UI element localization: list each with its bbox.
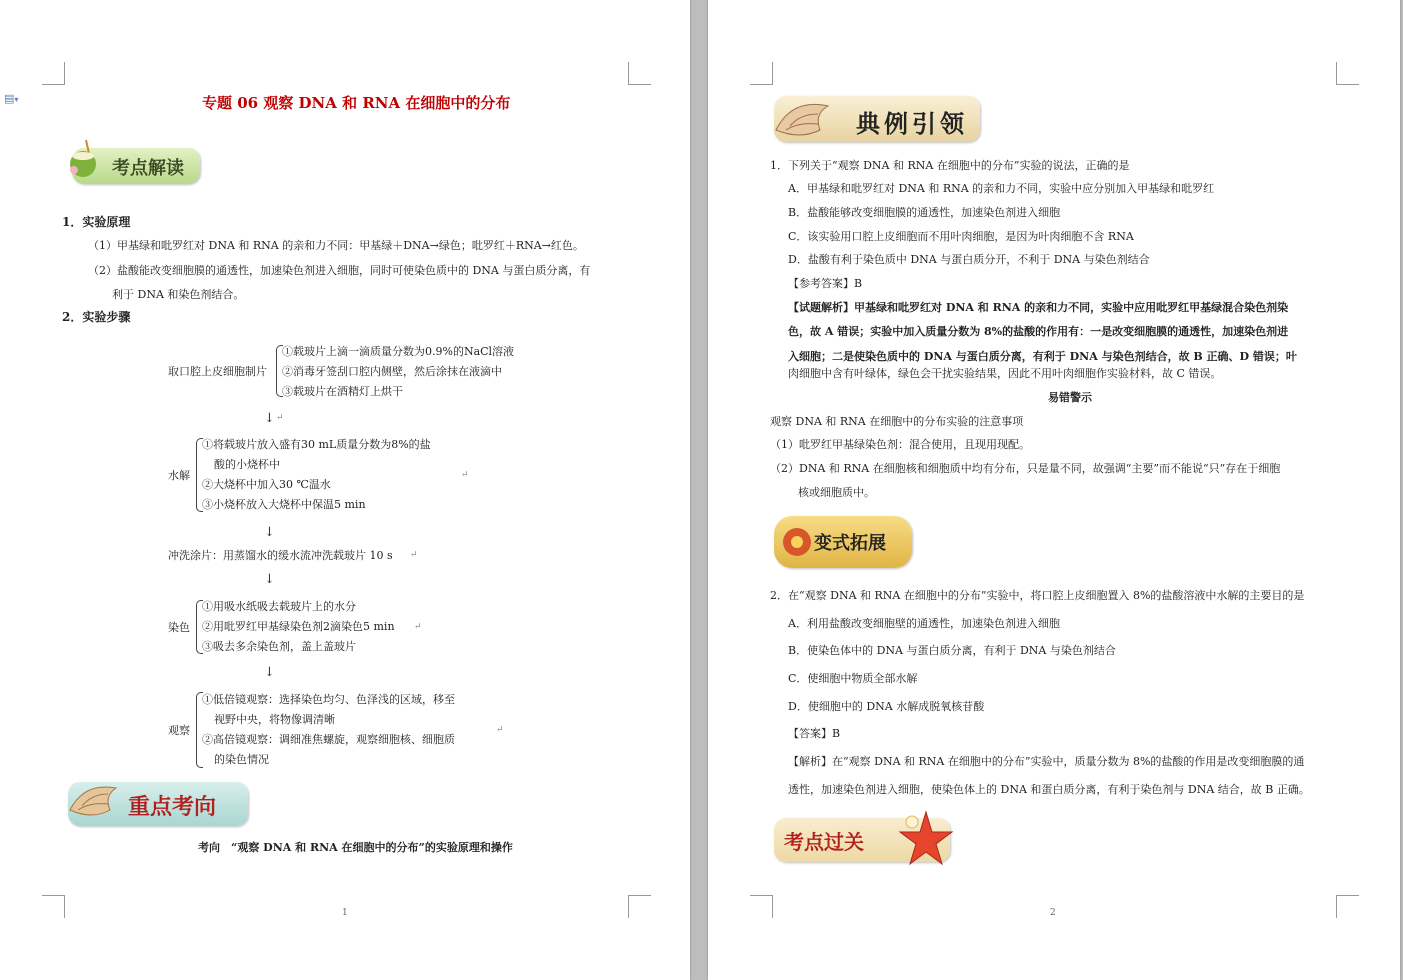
flow-step2-item: ②大烧杯中加入30 ℃温水: [202, 478, 331, 491]
question-2-option: A．利用盐酸改变细胞壁的通透性，加速染色剂进入细胞: [788, 617, 1060, 630]
question-2-analysis-cont: 透性，加速染色剂进入细胞，使染色体上的 DNA 和蛋白质分离，有利于染色剂与 DNA 结合，故 B 正确。: [788, 783, 1310, 796]
banner-kaodian-jiedu: 考点解读: [72, 148, 200, 184]
page-number: 1: [342, 908, 348, 918]
flow-step1-item: ③载玻片在酒精灯上烘干: [282, 385, 403, 398]
document-title: 专题 06 观察 DNA 和 RNA 在细胞中的分布: [202, 94, 511, 112]
flow-step1-item: ①载玻片上滴一滴质量分数为0.9%的NaCl溶液: [282, 345, 515, 358]
crop-mark: [42, 62, 65, 85]
flow-step2-item: ③小烧杯放入大烧杯中保温5 min: [202, 498, 366, 511]
document-page-1: [0, 0, 690, 980]
crop-mark: [1336, 895, 1359, 918]
section-heading-principle: 1．实验原理: [62, 215, 131, 229]
coconut-icon: [66, 136, 100, 180]
document-page-2: [708, 0, 1400, 980]
section-heading-steps: 2．实验步骤: [62, 310, 131, 324]
crop-mark: [750, 62, 773, 85]
flow-step4-item: ②用吡罗红甲基绿染色剂2滴染色5 min: [202, 620, 395, 633]
warning-item-1: （1）吡罗红甲基绿染色剂：混合使用，且现用现配。: [770, 438, 1030, 451]
crop-mark: [628, 895, 651, 918]
question-1-option: C．该实验用口腔上皮细胞而不用叶肉细胞，是因为叶肉细胞不含 RNA: [788, 230, 1134, 243]
question-1-analysis-line: 色，故 A 错误；实验中加入质量分数为 8%的盐酸的作用有：一是改变细胞膜的通透性，加速染色剂进: [788, 325, 1289, 338]
flow-step5-item: ①低倍镜观察：选择染色均匀、色泽浅的区域，移至: [202, 693, 455, 706]
warning-intro: 观察 DNA 和 RNA 在细胞中的分布实验的注意事项: [770, 415, 1024, 428]
paragraph-mark: ↵: [410, 550, 418, 560]
flow-arrow: ↓: [264, 572, 275, 587]
question-2-option: D．使细胞中的 DNA 水解成脱氧核苷酸: [788, 700, 985, 713]
flow-step5-item: 视野中央，将物像调清晰: [214, 713, 335, 726]
flow-arrow: ↓: [264, 665, 275, 680]
question-2-stem: 2．在“观察 DNA 和 RNA 在细胞中的分布”实验中，将口腔上皮细胞置入 8%的盐酸溶液中水解的主要目的是: [770, 589, 1305, 602]
banner-bianshi-tuozhan: 变式拓展: [774, 516, 912, 568]
crop-mark: [42, 895, 65, 918]
question-1-option: A．甲基绿和吡罗红对 DNA 和 RNA 的亲和力不同，实验中应分别加入甲基绿和吡罗红: [788, 182, 1215, 195]
flow-step4-item: ①用吸水纸吸去载玻片上的水分: [202, 600, 356, 613]
flow-arrow: ↓: [264, 525, 275, 540]
question-1-option: B．盐酸能够改变细胞膜的通透性，加速染色剂进入细胞: [788, 206, 1061, 219]
question-1-analysis-line: 肉细胞中含有叶绿体，绿色会干扰实验结果，因此不用叶肉细胞作实验材料，故 C 错误。: [788, 367, 1222, 380]
warning-title: 易错警示: [1048, 391, 1092, 404]
flow-arrow: ↓: [264, 411, 275, 426]
principle-paragraph-2: （2）盐酸能改变细胞膜的通透性，加速染色剂进入细胞，同时可使染色质中的 DNA 与蛋白质分离，有: [88, 264, 591, 277]
crop-mark: [1336, 62, 1359, 85]
page-number: 2: [1050, 908, 1056, 918]
flow-step3: 冲洗涂片：用蒸馏水的缓水流冲洗载玻片 10 s: [168, 549, 393, 562]
conch-shell-icon: [770, 92, 834, 142]
flow-step5-item: ②高倍镜观察：调细准焦螺旋，观察细胞核、细胞质: [202, 733, 455, 746]
principle-paragraph-1: （1）甲基绿和吡罗红对 DNA 和 RNA 的亲和力不同：甲基绿＋DNA→绿色；吡罗红＋RNA→红色。: [88, 239, 584, 252]
flow-step1-label: 取口腔上皮细胞制片: [168, 365, 267, 378]
paragraph-mark: ↵: [461, 470, 469, 480]
question-2-option: B．使染色体中的 DNA 与蛋白质分离，有利于 DNA 与染色剂结合: [788, 644, 1116, 657]
flow-step5-item: 的染色情况: [214, 753, 269, 766]
question-1-answer: 【参考答案】B: [788, 277, 863, 290]
principle-paragraph-2-cont: 利于 DNA 和染色剂结合。: [112, 288, 245, 301]
question-1-option: D．盐酸有利于染色质中 DNA 与蛋白质分开，不利于 DNA 与染色剂结合: [788, 253, 1150, 266]
flow-step2-item: ①将载玻片放入盛有30 mL质量分数为8%的盐: [202, 438, 431, 451]
crop-mark: [750, 895, 773, 918]
conch-shell-icon: [64, 776, 124, 822]
flow-step4-item: ③吸去多余染色剂，盖上盖玻片: [202, 640, 356, 653]
question-1-analysis-line: 【试题解析】甲基绿和吡罗红对 DNA 和 RNA 的亲和力不同，实验中应用吡罗红甲基绿混合染色剂染: [788, 301, 1289, 314]
kaoxiang-heading: 考向 “观察 DNA 和 RNA 在细胞中的分布”的实验原理和操作: [198, 841, 513, 854]
question-2-answer: 【答案】B: [788, 727, 841, 740]
paragraph-mark: ↵: [276, 413, 284, 423]
crop-mark: [628, 62, 651, 85]
question-1-stem: 1．下列关于“观察 DNA 和 RNA 在细胞中的分布”实验的说法，正确的是: [770, 159, 1130, 172]
banner-zhongdian-kaoxiang: 重点考向: [68, 782, 248, 826]
flow-step4-label: 染色: [168, 621, 190, 634]
paste-options-icon[interactable]: ▤▾: [4, 92, 19, 105]
warning-item-2: （2）DNA 和 RNA 在细胞核和细胞质中均有分布，只是量不同，故强调“主要”而不能说“只”存在于细胞: [770, 462, 1281, 475]
question-2-option: C．使细胞中物质全部水解: [788, 672, 918, 685]
flow-step2-item: 酸的小烧杯中: [214, 458, 280, 471]
banner-dianli-yinling: 典例引领: [774, 96, 980, 142]
starfish-icon: [898, 810, 954, 866]
flow-step1-item: ②消毒牙签刮口腔内侧壁，然后涂抹在液滴中: [282, 365, 502, 378]
banner-kaodian-guoguan: 考点过关: [774, 818, 950, 862]
flow-step5-label: 观察: [168, 724, 190, 737]
question-1-analysis-line: 入细胞；二是使染色质中的 DNA 与蛋白质分离，有利于 DNA 与染色剂结合，故 B 正确、D 错误；叶: [788, 350, 1297, 363]
paragraph-mark: ↵: [496, 725, 504, 735]
flower-icon: [780, 525, 814, 559]
warning-item-2-cont: 核或细胞质中。: [798, 486, 875, 499]
paragraph-mark: ↵: [414, 622, 422, 632]
flow-step2-label: 水解: [168, 469, 190, 482]
question-2-analysis: 【解析】在“观察 DNA 和 RNA 在细胞中的分布”实验中，质量分数为 8%的盐酸的作用是改变细胞膜的通: [788, 755, 1305, 768]
